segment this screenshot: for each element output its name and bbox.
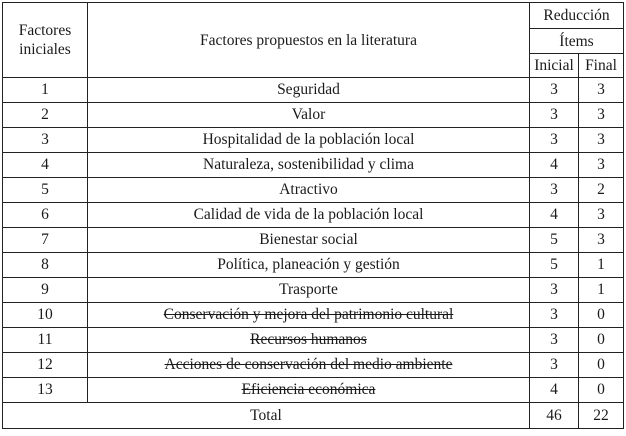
items-inicial-cell: 3	[530, 128, 579, 153]
factor-name-cell: Calidad de vida de la población local	[88, 203, 530, 228]
items-inicial-cell: 5	[530, 228, 579, 253]
factor-name-cell: Valor	[88, 103, 530, 128]
struck-factor-text: Recursos humanos	[250, 331, 367, 348]
items-inicial-cell: 3	[530, 103, 579, 128]
items-final-cell: 0	[579, 303, 624, 328]
table-row	[3, 278, 624, 303]
row-number-cell: 2	[3, 103, 88, 128]
items-final-cell: 0	[579, 353, 624, 378]
items-final-cell: 3	[579, 228, 624, 253]
table-row	[3, 303, 624, 328]
header-inicial: Inicial	[530, 54, 579, 78]
struck-factor-text: Acciones de conservación del medio ambiente	[164, 356, 453, 373]
row-number-cell: 10	[3, 303, 88, 328]
items-final-cell: 0	[579, 328, 624, 353]
items-final-cell: 3	[579, 128, 624, 153]
header-reduccion: Reducción	[530, 3, 624, 29]
table-row	[3, 378, 624, 403]
items-final-cell: 3	[579, 78, 624, 103]
table-body	[3, 78, 624, 429]
header-items: Ítems	[530, 29, 624, 54]
factor-name-cell: Atractivo	[88, 178, 530, 203]
factor-name-cell	[88, 303, 530, 328]
table-row	[3, 328, 624, 353]
items-inicial-cell: 4	[530, 203, 579, 228]
items-inicial-cell: 3	[530, 78, 579, 103]
table-row	[3, 103, 624, 128]
total-row	[3, 403, 624, 429]
table-row	[3, 78, 624, 103]
items-final-cell: 0	[579, 378, 624, 403]
row-number-cell: 6	[3, 203, 88, 228]
items-final-cell: 1	[579, 253, 624, 278]
factor-name-cell	[88, 378, 530, 403]
row-number-cell: 12	[3, 353, 88, 378]
header-final: Final	[579, 54, 624, 78]
factor-name-cell: Seguridad	[88, 78, 530, 103]
row-number-cell: 13	[3, 378, 88, 403]
header-factores-propuestos: Factores propuestos en la literatura	[88, 3, 530, 78]
factor-name-cell: Política, planeación y gestión	[88, 253, 530, 278]
factor-name-cell: Trasporte	[88, 278, 530, 303]
items-inicial-cell: 3	[530, 178, 579, 203]
factors-table	[2, 2, 624, 429]
row-number-cell: 1	[3, 78, 88, 103]
table-row	[3, 128, 624, 153]
items-final-cell: 3	[579, 203, 624, 228]
row-number-cell: 9	[3, 278, 88, 303]
table-row	[3, 203, 624, 228]
items-final-cell: 1	[579, 278, 624, 303]
total-final: 22	[579, 403, 624, 429]
factor-name-cell	[88, 328, 530, 353]
table-row	[3, 178, 624, 203]
struck-factor-text: Conservación y mejora del patrimonio cultural	[163, 306, 454, 323]
row-number-cell: 7	[3, 228, 88, 253]
table-row	[3, 353, 624, 378]
table-header	[3, 3, 624, 78]
items-inicial-cell: 3	[530, 353, 579, 378]
items-final-cell: 2	[579, 178, 624, 203]
struck-factor-text: Eficiencia económica	[241, 381, 376, 398]
table-row	[3, 228, 624, 253]
factor-name-cell	[88, 353, 530, 378]
row-number-cell: 4	[3, 153, 88, 178]
items-final-cell: 3	[579, 103, 624, 128]
total-label: Total	[3, 403, 530, 429]
items-inicial-cell: 3	[530, 328, 579, 353]
items-inicial-cell: 3	[530, 278, 579, 303]
table-row	[3, 153, 624, 178]
row-number-cell: 5	[3, 178, 88, 203]
items-inicial-cell: 5	[530, 253, 579, 278]
table-row	[3, 253, 624, 278]
total-inicial: 46	[530, 403, 579, 429]
items-final-cell: 3	[579, 153, 624, 178]
row-number-cell: 3	[3, 128, 88, 153]
items-inicial-cell: 4	[530, 153, 579, 178]
factor-name-cell: Hospitalidad de la población local	[88, 128, 530, 153]
header-factores-iniciales: Factores iniciales	[3, 3, 88, 78]
row-number-cell: 11	[3, 328, 88, 353]
factor-name-cell: Naturaleza, sostenibilidad y clima	[88, 153, 530, 178]
row-number-cell: 8	[3, 253, 88, 278]
factor-name-cell: Bienestar social	[88, 228, 530, 253]
items-inicial-cell: 3	[530, 303, 579, 328]
items-inicial-cell: 4	[530, 378, 579, 403]
